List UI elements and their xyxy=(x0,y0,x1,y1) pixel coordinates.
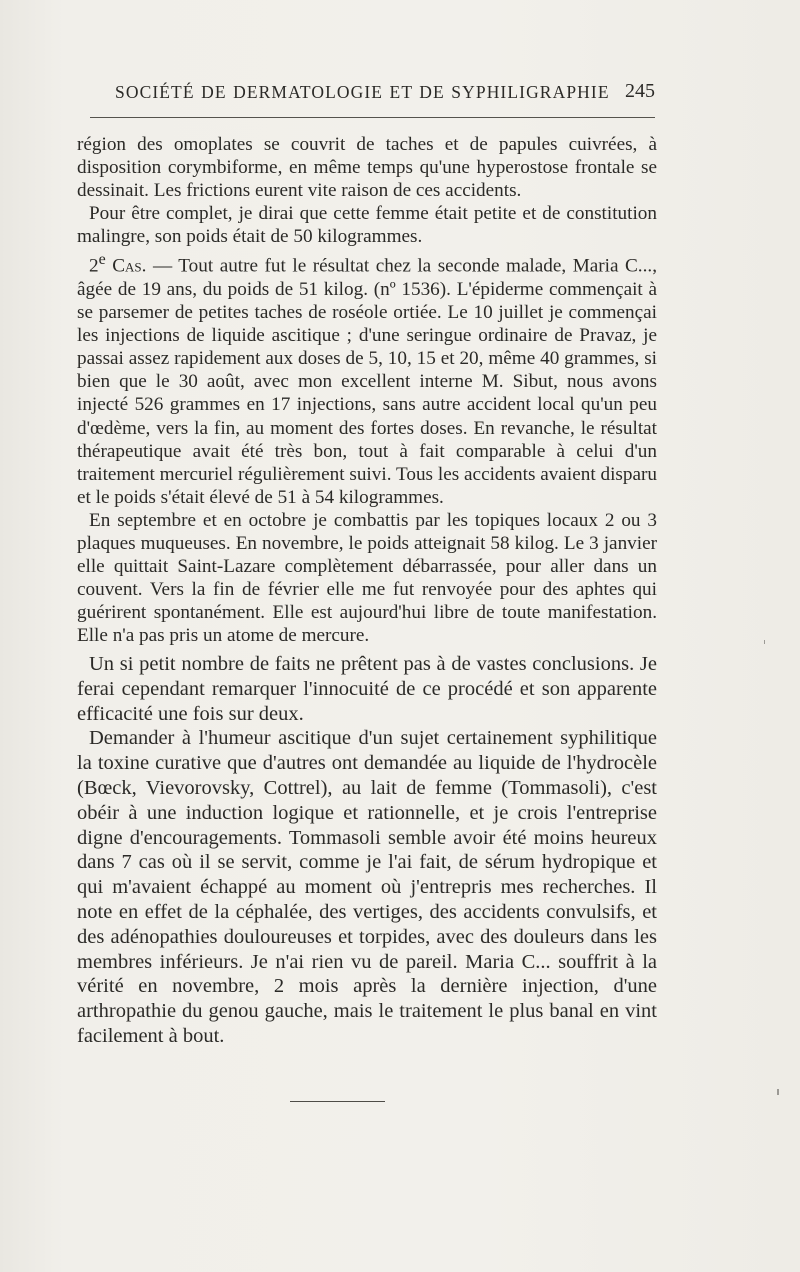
page-header xyxy=(115,82,655,110)
paragraph-discussion: Demander à l'humeur ascitique d'un sujet certainement syphilitique la toxine curative que d'autres ont demandée au liquide de l'hydrocèle (Bœck, Vievorovsky, Cottrel), au lait de femme (Tommasoli), c'est obéir à une induction logique et rationnelle, et je crois l'entreprise digne d'encouragements. Tommasoli semble avoir été moins heureux dans 7 cas où il se servit, comme je l'ai fait, de sérum hydropique et qui m'avaient échappé au moment où j'entrepris mes recherches. Il note en effet de la céphalée, des vertiges, des accidents convulsifs, et des adénopathies douloureuses et torpides, avec des douleurs dans les membres inférieurs. Je n'ai rien vu de pareil. Maria C... souffrit à la vérité en novembre, 2 mois après la dernière injection, d'une arthropathie du genou gauche, mais le traitement le plus banal en vint facilement à bout. xyxy=(77,727,657,1047)
text-section-1 xyxy=(77,133,657,647)
paragraph-conclusions: Un si petit nombre de faits ne prêtent pas à de vastes conclusions. Je ferai cependant remarquer l'innocuité de ce procédé et son apparente efficacité une fois sur deux. xyxy=(77,653,657,725)
header-rule xyxy=(90,117,655,118)
margin-speck xyxy=(764,640,765,644)
paragraph-constitution: Pour être complet, je dirai que cette femme était petite et de constitution malingre, son poids était de 50 kilogrammes. xyxy=(77,203,657,248)
running-title: SOCIÉTÉ DE DERMATOLOGIE ET DE SYPHILIGRAPHIE xyxy=(115,82,610,102)
case-ordinal: e xyxy=(98,251,106,269)
case-number: 2 xyxy=(89,255,99,277)
page-number: 245 xyxy=(625,80,655,102)
section-end-rule xyxy=(290,1101,385,1102)
paragraph-continuation: région des omoplates se couvrit de taches et de papules cuivrées, à disposition corymbiforme, en même temps qu'une hyperostose frontale se dessinait. Les frictions eurent vite raison de ces accidents. xyxy=(77,134,657,202)
text-section-2 xyxy=(77,652,657,1049)
paragraph-second-case xyxy=(77,248,657,508)
case-text: — Tout autre fut le résultat chez la seconde malade, Maria C..., âgée de 19 ans, du poids de 51 kilog. (nº 1536). L'épiderme commençait à se parsemer de petites taches de roséole ortiée. Le 10 juillet je commençai les injections de liquide ascitique ; d'une seringue ordinaire de Pravaz, je passai assez rapidement aux doses de 5, 10, 15 et 20, même 40 grammes, si bien que le 30 août, avec mon excellent interne M. Sibut, nous avons injecté 526 grammes en 17 injections, sans autre accident local qu'un peu d'œdème, vers la fin, au moment des fortes doses. En revanche, le résultat thérapeutique avait été très bon, tout à fait comparable à celui d'un traitement mercuriel régulièrement suivi. Tous les accidents avaient disparu et le poids s'était élevé de 51 à 54 kilogrammes. xyxy=(77,255,657,508)
paragraph-followup: En septembre et en octobre je combattis par les topiques locaux 2 ou 3 plaques muqueuses. En novembre, le poids atteignait 58 kilog. Le 3 janvier elle quittait Saint-Lazare complètement débarrassée, pour aller dans un couvent. Vers la fin de février elle me fut renvoyée pour des aphtes qui guérirent spontanément. Elle est aujourd'hui libre de toute manifestation. Elle n'a pas pris un atome de mercure. xyxy=(77,509,657,647)
case-label: Cas. xyxy=(112,255,147,277)
margin-speck xyxy=(777,1089,779,1095)
